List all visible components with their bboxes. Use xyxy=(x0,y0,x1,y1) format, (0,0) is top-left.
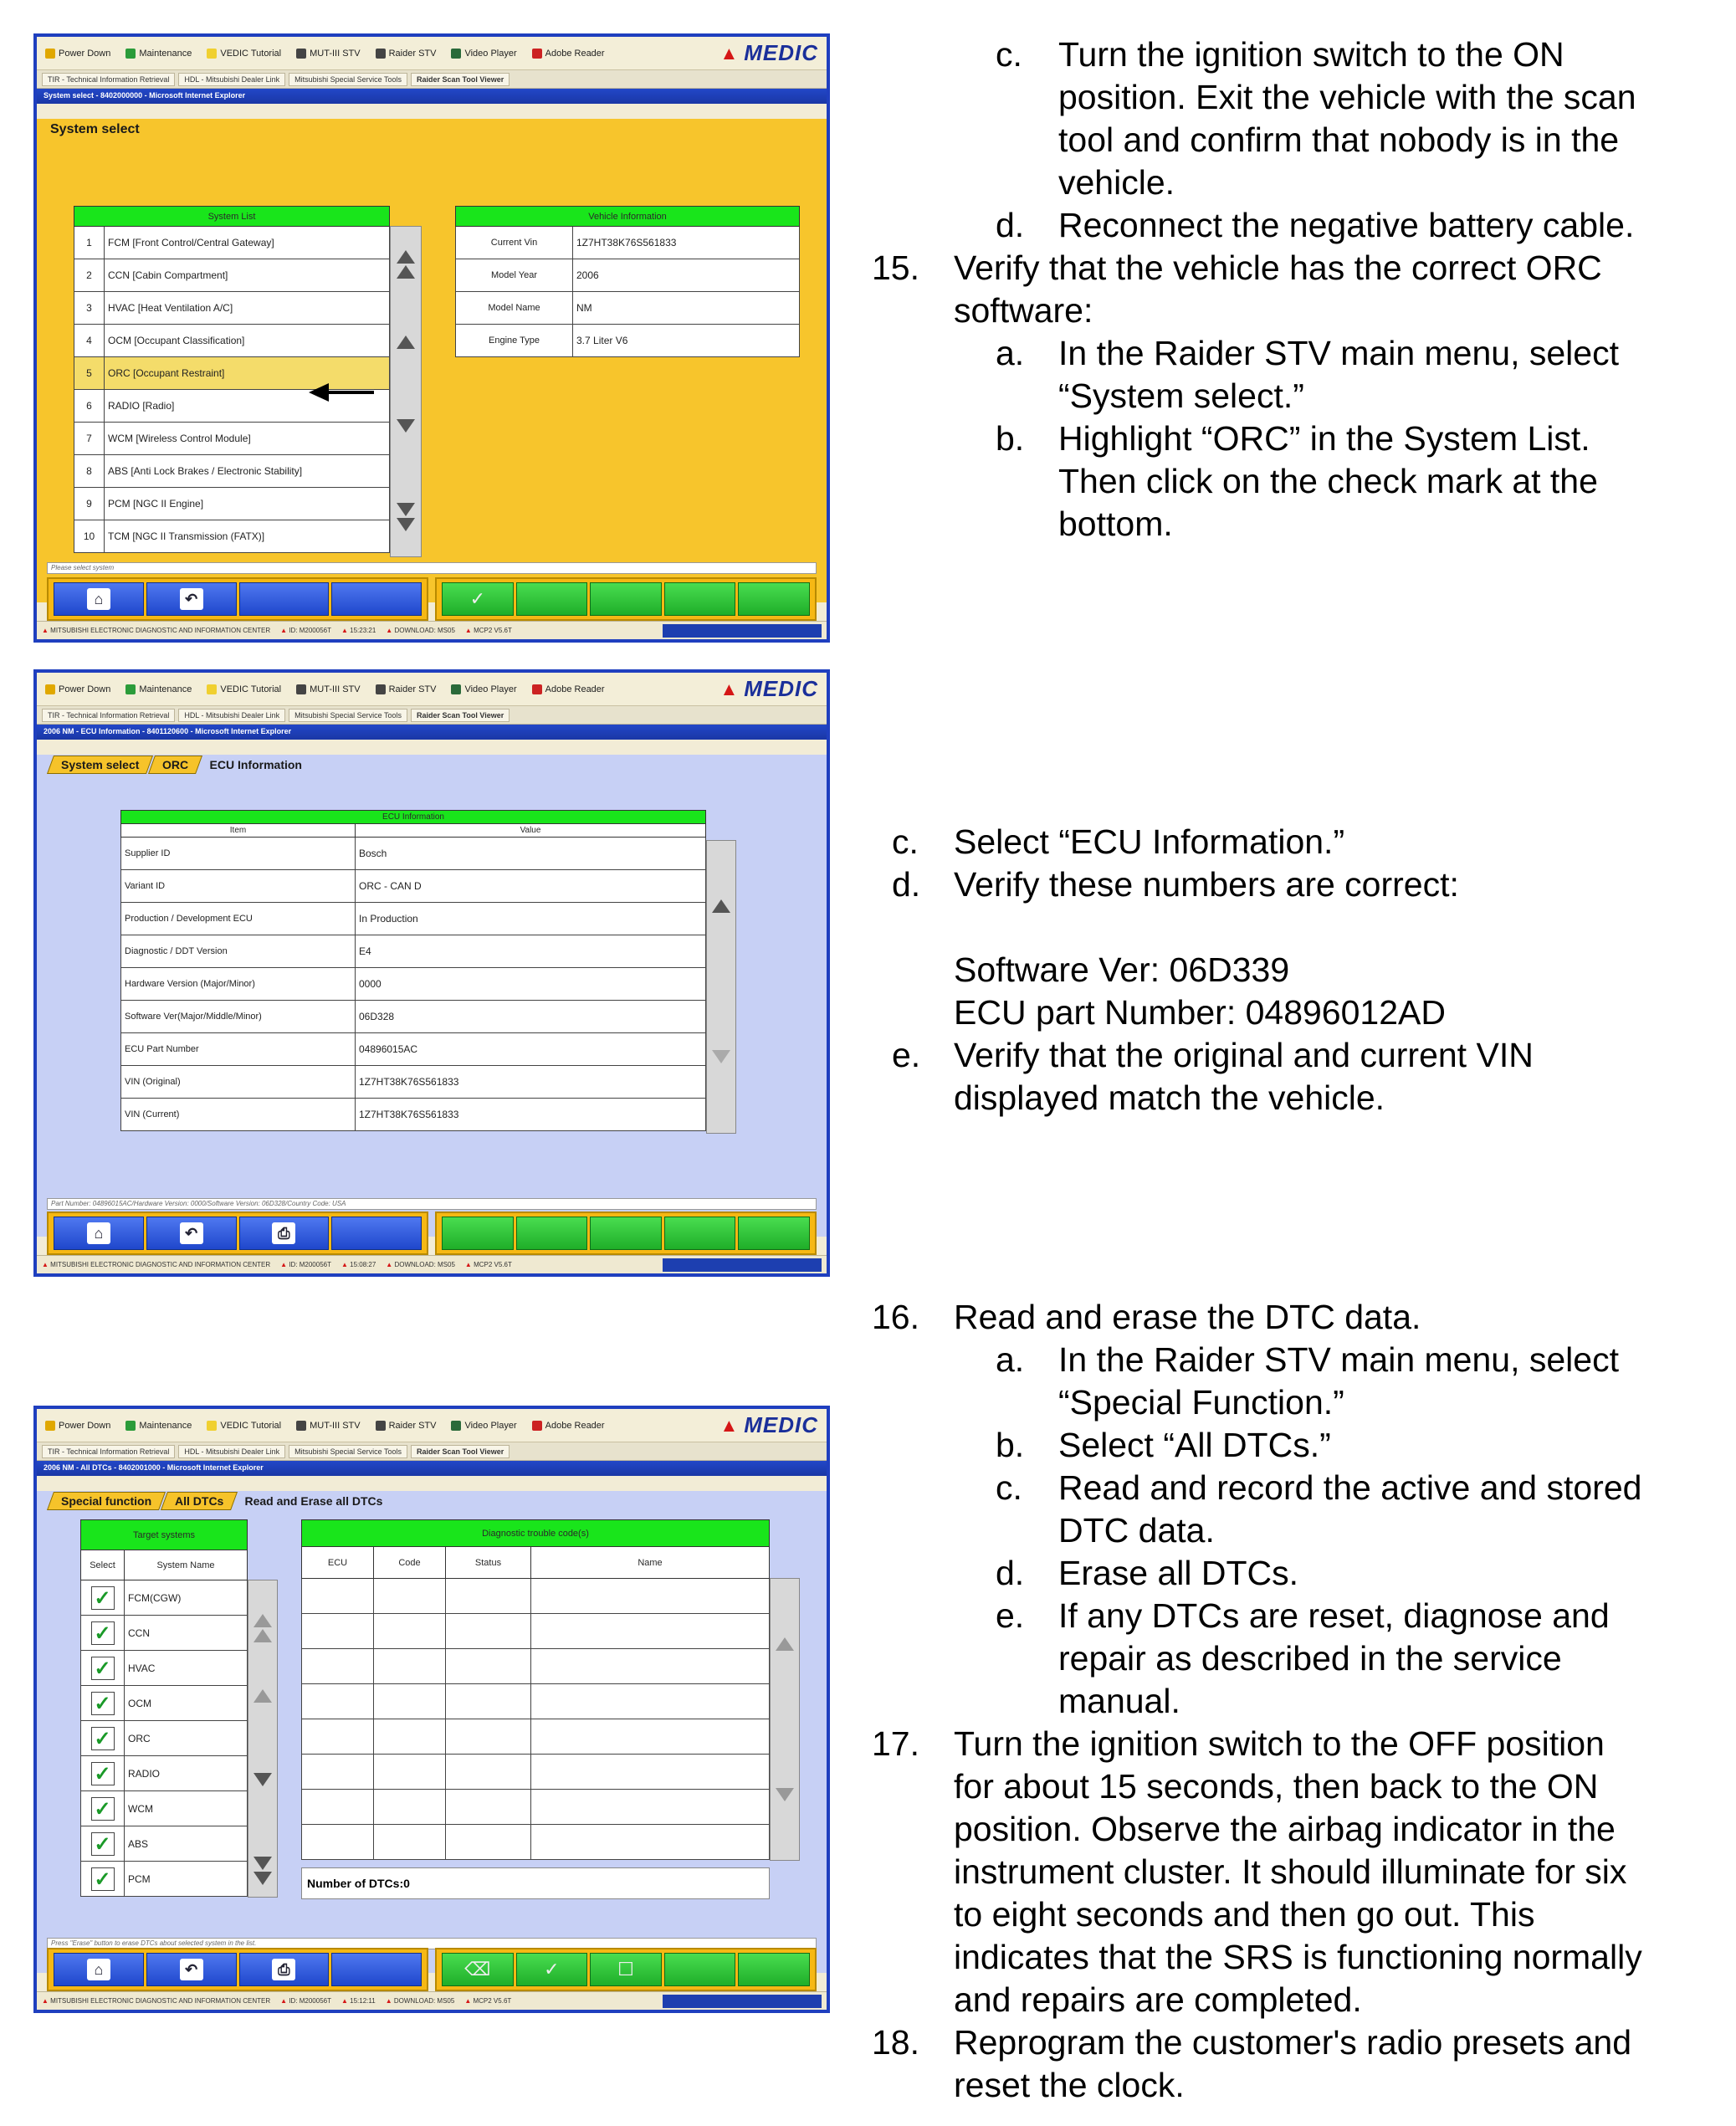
ecu-row: Production / Development ECU In Production xyxy=(121,903,706,935)
step-15a-line: “System select.” xyxy=(1058,377,1304,415)
pdf-icon xyxy=(532,49,542,59)
step-14d-line: Reconnect the negative battery cable. xyxy=(1058,206,1635,244)
blank-button[interactable] xyxy=(738,1217,810,1250)
system-row-selected[interactable]: 5 ORC [Occupant Restraint] xyxy=(74,357,390,390)
step-18-line: reset the clock. xyxy=(954,2066,1185,2104)
home-button[interactable] xyxy=(54,582,144,616)
status-download: ▲ DOWNLOAD: MS05 xyxy=(386,1261,455,1268)
scroll-up-icon[interactable] xyxy=(253,1689,272,1703)
select-all-button[interactable] xyxy=(516,1953,588,1986)
scan-tool-icon xyxy=(296,1421,306,1431)
step-marker: d. xyxy=(996,206,1025,244)
crumb-orc[interactable]: ORC xyxy=(148,756,202,774)
back-button[interactable] xyxy=(146,1217,237,1250)
home-button[interactable] xyxy=(54,1217,144,1250)
status-bar xyxy=(37,621,827,639)
toolbar-vedic-tutorial[interactable]: VEDIC Tutorial xyxy=(207,1421,281,1431)
step-17-line: Turn the ignition switch to the OFF position xyxy=(954,1724,1605,1763)
scroll-bottom-icon[interactable] xyxy=(397,503,415,516)
select-checkbox[interactable]: ✓ xyxy=(91,1727,115,1750)
wrench-icon xyxy=(125,684,136,694)
dtc-count: Number of DTCs:0 xyxy=(301,1867,770,1899)
target-systems-header: Target systems xyxy=(81,1520,248,1550)
medic-logo: ▲ MEDIC xyxy=(719,676,818,701)
pointer-arrow-icon xyxy=(309,380,376,405)
blank-button[interactable] xyxy=(331,1217,422,1250)
ecu-part-number-target: ECU part Number: 04896012AD xyxy=(954,993,1446,1032)
step-14c-line: tool and confirm that nobody is in the xyxy=(1058,120,1620,159)
step-marker: c. xyxy=(996,1468,1022,1507)
select-checkbox[interactable]: ✓ xyxy=(91,1762,115,1785)
scan-tool-icon xyxy=(296,49,306,59)
mitsubishi-logo-icon: ▲ xyxy=(719,42,740,64)
task-raider-viewer[interactable]: Raider Scan Tool Viewer xyxy=(411,709,510,722)
select-checkbox[interactable]: ✓ xyxy=(91,1657,115,1680)
target-row[interactable]: ✓ OCM xyxy=(81,1686,248,1721)
status-time: ▲ 15:08:27 xyxy=(341,1261,376,1268)
erase-button[interactable] xyxy=(442,1953,514,1986)
step-15-line: software: xyxy=(954,291,1093,330)
vehicle-info-header: Vehicle Information xyxy=(456,207,800,227)
ecu-info-header: ECU Information xyxy=(121,811,706,824)
home-icon: ⌂ xyxy=(87,588,110,610)
select-checkbox[interactable]: ✓ xyxy=(91,1621,115,1645)
status-time: ▲ 15:23:21 xyxy=(341,627,376,634)
hint-bar: Press "Erase" button to erase DTCs about selected system in the list. xyxy=(47,1938,817,1949)
system-row[interactable]: 7 WCM [Wireless Control Module] xyxy=(74,423,390,455)
select-checkbox[interactable]: ✓ xyxy=(91,1797,115,1821)
window-title: 2006 NM - All DTCs - 8402001000 - Microsoft Internet Explorer xyxy=(37,1461,827,1476)
medic-toolbar xyxy=(37,37,827,70)
toolbar-mut-iii-stv[interactable]: MUT-III STV xyxy=(296,1421,361,1431)
status-bar xyxy=(37,1255,827,1273)
scroll-top-icon[interactable] xyxy=(397,265,415,279)
toolbar-maintenance[interactable]: Maintenance xyxy=(125,1421,192,1431)
step-marker: a. xyxy=(996,334,1025,372)
step-15b-line: Highlight “ORC” in the System List. xyxy=(1058,419,1590,458)
crumb-all-dtcs[interactable]: All DTCs xyxy=(161,1492,238,1510)
status-center: ▲ MITSUBISHI ELECTRONIC DIAGNOSTIC AND INFORMATION CENTER xyxy=(42,627,271,634)
system-row[interactable]: 1 FCM [Front Control/Central Gateway] xyxy=(74,227,390,259)
toolbar-mut-iii-stv[interactable]: MUT-III STV xyxy=(296,49,361,59)
ecu-scrollbar[interactable] xyxy=(706,840,736,1134)
status-download: ▲ DOWNLOAD: MS05 xyxy=(386,627,455,634)
home-button[interactable] xyxy=(54,1953,144,1986)
scroll-top-icon[interactable] xyxy=(253,1629,272,1642)
back-button[interactable] xyxy=(146,582,237,616)
check-mark-icon: ✓ xyxy=(544,1959,560,1980)
toolbar-adobe-reader[interactable]: Adobe Reader xyxy=(532,1421,605,1431)
step-15-line: Verify that the vehicle has the correct ORC xyxy=(954,248,1602,287)
target-row[interactable]: ✓ HVAC xyxy=(81,1651,248,1686)
status-mcp: ▲ MCP2 V5.6T xyxy=(464,1997,512,2005)
step-16-line: Read and erase the DTC data. xyxy=(954,1298,1421,1336)
bulb-icon xyxy=(207,684,217,694)
toolbar-adobe-reader[interactable]: Adobe Reader xyxy=(532,49,605,59)
blank-button[interactable] xyxy=(664,582,736,616)
target-row[interactable]: ✓ ABS xyxy=(81,1826,248,1862)
home-icon: ⌂ xyxy=(87,1959,110,1980)
toolbar-adobe-reader[interactable]: Adobe Reader xyxy=(532,684,605,694)
step-marker: e. xyxy=(892,1036,921,1074)
task-raider-viewer[interactable]: Raider Scan Tool Viewer xyxy=(411,1445,510,1458)
step-18-line: Reprogram the customer's radio presets and xyxy=(954,2023,1631,2062)
status-id: ▲ ID: M200056T xyxy=(280,1997,331,2005)
dtc-header: Diagnostic trouble code(s) xyxy=(302,1520,770,1547)
blank-button[interactable] xyxy=(239,582,330,616)
status-mcp: ▲ MCP2 V5.6T xyxy=(464,627,512,634)
medic-logo: ▲ MEDIC xyxy=(719,1412,818,1437)
bulb-icon xyxy=(207,49,217,59)
system-tray xyxy=(663,624,822,638)
eraser-icon: ⌫ xyxy=(464,1959,491,1980)
toolbar-video-player[interactable]: Video Player xyxy=(451,1421,516,1431)
button-bar xyxy=(47,1948,817,1991)
task-special-tools[interactable]: Mitsubishi Special Service Tools xyxy=(289,709,407,722)
ecu-row: Variant ID ORC - CAN D xyxy=(121,870,706,903)
scroll-up-icon[interactable] xyxy=(397,336,415,349)
button-bar xyxy=(47,577,817,621)
medic-logo: ▲ MEDIC xyxy=(719,40,818,65)
scroll-down-icon[interactable] xyxy=(712,1050,730,1063)
scroll-down-icon[interactable] xyxy=(253,1773,272,1786)
power-icon xyxy=(45,1421,55,1431)
bulb-icon xyxy=(207,1421,217,1431)
breadcrumb xyxy=(37,1491,827,1511)
step-16e-line: repair as described in the service xyxy=(1058,1639,1562,1678)
toolbar-maintenance[interactable]: Maintenance xyxy=(125,49,192,59)
toolbar-power-down[interactable]: Power Down xyxy=(45,1421,110,1431)
mitsubishi-logo-icon: ▲ xyxy=(719,678,740,699)
blank-button[interactable] xyxy=(331,582,422,616)
step-17-line: to eight seconds and then go out. This xyxy=(954,1895,1535,1934)
screenshot-ecu-information xyxy=(33,669,830,1277)
print-button[interactable] xyxy=(239,1217,330,1250)
wrench-icon xyxy=(125,1421,136,1431)
toolbar-vedic-tutorial[interactable]: VEDIC Tutorial xyxy=(207,49,281,59)
task-tir[interactable]: TIR - Technical Information Retrieval xyxy=(42,1445,175,1458)
ecu-row: VIN (Original) 1Z7HT38K76S561833 xyxy=(121,1066,706,1099)
confirm-button[interactable] xyxy=(442,582,514,616)
task-special-tools[interactable]: Mitsubishi Special Service Tools xyxy=(289,1445,407,1458)
ecu-row: Supplier ID Bosch xyxy=(121,838,706,870)
blank-button[interactable] xyxy=(516,1217,588,1250)
empty-checkbox-icon: ☐ xyxy=(617,1959,634,1980)
system-tray xyxy=(663,1995,822,2008)
system-row[interactable]: 3 HVAC [Heat Ventilation A/C] xyxy=(74,292,390,325)
step-16b-line: Select “All DTCs.” xyxy=(1058,1426,1331,1464)
power-icon xyxy=(45,49,55,59)
step-16d-line: Erase all DTCs. xyxy=(1058,1554,1299,1592)
task-tir[interactable]: TIR - Technical Information Retrieval xyxy=(42,73,175,86)
system-list-header: System List xyxy=(74,207,390,227)
scan-tool-icon xyxy=(296,684,306,694)
home-icon: ⌂ xyxy=(87,1222,110,1244)
step-marker: b. xyxy=(996,419,1025,458)
status-bar xyxy=(37,1991,827,2010)
software-version-target: Software Ver: 06D339 xyxy=(954,950,1290,989)
status-center: ▲ MITSUBISHI ELECTRONIC DIAGNOSTIC AND INFORMATION CENTER xyxy=(42,1261,271,1268)
target-row[interactable]: ✓ RADIO xyxy=(81,1756,248,1791)
step-14c-line: Turn the ignition switch to the ON xyxy=(1058,35,1564,74)
system-row[interactable]: 9 PCM [NGC II Engine] xyxy=(74,488,390,520)
step-15e-line: displayed match the vehicle. xyxy=(954,1078,1385,1117)
step-14c-line: position. Exit the vehicle with the scan xyxy=(1058,78,1636,116)
system-row[interactable]: 10 TCM [NGC II Transmission (FATX)] xyxy=(74,520,390,553)
step-16a-line: “Special Function.” xyxy=(1058,1383,1344,1422)
task-tabs xyxy=(37,706,827,725)
step-15c-line: Select “ECU Information.” xyxy=(954,822,1345,861)
target-row[interactable]: ✓ FCM(CGW) xyxy=(81,1580,248,1616)
step-marker: d. xyxy=(996,1554,1025,1592)
blank-button[interactable] xyxy=(664,1217,736,1250)
nav-button-group xyxy=(47,577,428,621)
ecu-row: Hardware Version (Major/Minor) 0000 xyxy=(121,968,706,1001)
dtc-row[interactable] xyxy=(302,1825,770,1860)
status-mcp: ▲ MCP2 V5.6T xyxy=(464,1261,512,1268)
breadcrumb xyxy=(37,755,827,775)
dtc-row[interactable] xyxy=(302,1790,770,1825)
dtc-scrollbar[interactable] xyxy=(770,1578,800,1861)
system-row[interactable]: 6 RADIO [Radio] xyxy=(74,390,390,423)
status-download: ▲ DOWNLOAD: MS05 xyxy=(385,1997,455,2005)
page-title: System select xyxy=(50,122,140,136)
system-select-panel xyxy=(37,119,827,602)
target-scrollbar[interactable] xyxy=(248,1580,278,1898)
step-15d-line: Verify these numbers are correct: xyxy=(954,865,1459,904)
task-raider-viewer[interactable]: Raider Scan Tool Viewer xyxy=(411,73,510,86)
target-row[interactable]: ✓ CCN xyxy=(81,1616,248,1651)
hint-bar: Please select system xyxy=(47,562,817,574)
pdf-icon xyxy=(532,1421,542,1431)
step-15b-line: bottom. xyxy=(1058,505,1173,543)
step-17-line: instrument cluster. It should illuminate for six xyxy=(954,1852,1627,1891)
back-icon: ↶ xyxy=(180,1959,203,1980)
step-marker: 15. xyxy=(872,248,919,287)
step-marker: 17. xyxy=(872,1724,919,1763)
screenshot-system-select xyxy=(33,33,830,643)
system-tray xyxy=(663,1258,822,1272)
crumb-special-function[interactable]: Special function xyxy=(47,1492,166,1510)
check-mark-icon: ✓ xyxy=(469,588,486,609)
medic-toolbar xyxy=(37,1409,827,1442)
back-icon: ↶ xyxy=(180,588,203,610)
step-16c-line: DTC data. xyxy=(1058,1511,1215,1550)
step-marker: a. xyxy=(996,1340,1025,1379)
status-time: ▲ 15:12:11 xyxy=(341,1997,376,2005)
scroll-top-icon[interactable] xyxy=(253,1614,272,1627)
step-marker: c. xyxy=(996,35,1022,74)
ecu-info-table: ECU Information Item Value Supplier ID Bosch Variant ID ORC - CAN D Production / Development ECU In Production Diagnostic / DDT Version E4 Hardware Version (Major/Minor) 0000 Software Ver(Major/Middle/Minor) 06D328 ECU Part Number 04896015AC VIN (Original) 1Z7HT38K76S561833 VIN (Current) 1Z7HT38K76S561833 xyxy=(120,810,706,1131)
task-hdl[interactable]: HDL - Mitsubishi Dealer Link xyxy=(178,1445,285,1458)
deselect-all-button[interactable] xyxy=(590,1953,662,1986)
toolbar-maintenance[interactable]: Maintenance xyxy=(125,684,192,694)
ecu-row: ECU Part Number 04896015AC xyxy=(121,1033,706,1066)
select-checkbox[interactable]: ✓ xyxy=(91,1586,115,1610)
dtc-row[interactable] xyxy=(302,1649,770,1684)
toolbar-video-player[interactable]: Video Player xyxy=(451,49,516,59)
ecu-row: Diagnostic / DDT Version E4 xyxy=(121,935,706,968)
step-15e-line: Verify that the original and current VIN xyxy=(954,1036,1534,1074)
blank-button[interactable] xyxy=(590,1217,662,1250)
blank-button[interactable] xyxy=(738,582,810,616)
hint-bar: Part Number: 04896015AC/Hardware Version: 0000/Software Version: 06D328/Country Code: USA xyxy=(47,1198,817,1210)
task-special-tools[interactable]: Mitsubishi Special Service Tools xyxy=(289,73,407,86)
task-tabs xyxy=(37,1442,827,1461)
window-title: 2006 NM - ECU Information - 8401120600 - Microsoft Internet Explorer xyxy=(37,725,827,740)
dtc-table: Diagnostic trouble code(s) ECU Code Status Name xyxy=(301,1519,770,1860)
action-button-group xyxy=(435,1948,817,1991)
step-17-line: position. Observe the airbag indicator in the xyxy=(954,1810,1616,1848)
toolbar-mut-iii-stv[interactable]: MUT-III STV xyxy=(296,684,361,694)
screenshot-read-erase-dtcs xyxy=(33,1406,830,2013)
toolbar-power-down[interactable]: Power Down xyxy=(45,684,110,694)
target-row[interactable]: ✓ ORC xyxy=(81,1721,248,1756)
scan-tool-icon xyxy=(376,1421,386,1431)
step-17-line: and repairs are completed. xyxy=(954,1980,1362,2019)
vehicle-info-table: Vehicle Information Current Vin 1Z7HT38K76S561833 Model Year 2006 Model Name NM Engine Type 3.7 Liter V6 xyxy=(455,206,800,357)
system-row[interactable]: 4 OCM [Occupant Classification] xyxy=(74,325,390,357)
toolbar-vedic-tutorial[interactable]: VEDIC Tutorial xyxy=(207,684,281,694)
power-icon xyxy=(45,684,55,694)
crumb-system-select[interactable]: System select xyxy=(47,756,153,774)
step-16e-line: If any DTCs are reset, diagnose and xyxy=(1058,1596,1610,1635)
step-17-line: indicates that the SRS is functioning normally xyxy=(954,1938,1642,1976)
task-tabs xyxy=(37,70,827,89)
dtc-row[interactable] xyxy=(302,1684,770,1719)
ecu-row: VIN (Current) 1Z7HT38K76S561833 xyxy=(121,1099,706,1131)
status-center: ▲ MITSUBISHI ELECTRONIC DIAGNOSTIC AND INFORMATION CENTER xyxy=(42,1997,271,2005)
dtc-row[interactable] xyxy=(302,1719,770,1755)
scroll-bottom-icon[interactable] xyxy=(397,518,415,531)
select-checkbox[interactable]: ✓ xyxy=(91,1867,115,1891)
scroll-top-icon[interactable] xyxy=(397,250,415,264)
blank-button[interactable] xyxy=(331,1953,422,1986)
action-button-group xyxy=(435,577,817,621)
crumb-ecu-information: ECU Information xyxy=(209,758,302,771)
dtc-row[interactable] xyxy=(302,1614,770,1649)
back-icon: ↶ xyxy=(180,1222,203,1244)
select-checkbox[interactable]: ✓ xyxy=(91,1832,115,1856)
printer-icon: ⎙ xyxy=(272,1959,295,1980)
task-tir[interactable]: TIR - Technical Information Retrieval xyxy=(42,709,175,722)
toolbar-raider-stv[interactable]: Raider STV xyxy=(376,1421,437,1431)
step-marker: 18. xyxy=(872,2023,919,2062)
video-icon xyxy=(451,49,461,59)
blank-button[interactable] xyxy=(442,1217,514,1250)
video-icon xyxy=(451,684,461,694)
scroll-down-icon[interactable] xyxy=(776,1788,794,1801)
toolbar-video-player[interactable]: Video Player xyxy=(451,684,516,694)
scan-tool-icon xyxy=(376,684,386,694)
status-id: ▲ ID: M200056T xyxy=(280,1261,331,1268)
step-15a-line: In the Raider STV main menu, select xyxy=(1058,334,1619,372)
step-marker: d. xyxy=(892,865,921,904)
scroll-down-icon[interactable] xyxy=(397,419,415,433)
blank-button[interactable] xyxy=(664,1953,736,1986)
back-button[interactable] xyxy=(146,1953,237,1986)
system-row[interactable]: 8 ABS [Anti Lock Brakes / Electronic Stability] xyxy=(74,455,390,488)
window-title: System select - 8402000000 - Microsoft Internet Explorer xyxy=(37,89,827,104)
system-row[interactable]: 2 CCN [Cabin Compartment] xyxy=(74,259,390,292)
system-list-scrollbar[interactable] xyxy=(390,226,422,557)
blank-button[interactable] xyxy=(738,1953,810,1986)
dtc-row[interactable] xyxy=(302,1755,770,1790)
step-marker: 16. xyxy=(872,1298,919,1336)
blank-button[interactable] xyxy=(516,582,588,616)
toolbar-power-down[interactable]: Power Down xyxy=(45,49,110,59)
toolbar-raider-stv[interactable]: Raider STV xyxy=(376,49,437,59)
nav-button-group xyxy=(47,1948,428,1991)
scan-tool-icon xyxy=(376,49,386,59)
step-16a-line: In the Raider STV main menu, select xyxy=(1058,1340,1619,1379)
ecu-row: Software Ver(Major/Middle/Minor) 06D328 xyxy=(121,1001,706,1033)
target-systems-table: Target systems Select System Name ✓ FCM(CGW) ✓ CCN ✓ HVAC ✓ OCM ✓ ORC ✓ RADIO ✓ WCM ✓ ABS ✓ PCM xyxy=(80,1519,248,1897)
task-hdl[interactable]: HDL - Mitsubishi Dealer Link xyxy=(178,709,285,722)
scroll-up-icon[interactable] xyxy=(712,899,730,913)
step-16e-line: manual. xyxy=(1058,1682,1180,1720)
scroll-bottom-icon[interactable] xyxy=(253,1857,272,1870)
blank-button[interactable] xyxy=(590,582,662,616)
scroll-bottom-icon[interactable] xyxy=(253,1872,272,1885)
target-row[interactable]: ✓ PCM xyxy=(81,1862,248,1897)
task-hdl[interactable]: HDL - Mitsubishi Dealer Link xyxy=(178,73,285,86)
step-marker: e. xyxy=(996,1596,1025,1635)
print-button[interactable] xyxy=(239,1953,330,1986)
select-checkbox[interactable]: ✓ xyxy=(91,1692,115,1715)
pdf-icon xyxy=(532,684,542,694)
step-17-line: for about 15 seconds, then back to the ON xyxy=(954,1767,1599,1806)
step-marker: b. xyxy=(996,1426,1025,1464)
dtc-row[interactable] xyxy=(302,1579,770,1614)
toolbar-raider-stv[interactable]: Raider STV xyxy=(376,684,437,694)
scroll-up-icon[interactable] xyxy=(776,1637,794,1651)
nav-button-group xyxy=(47,1212,428,1255)
step-16c-line: Read and record the active and stored xyxy=(1058,1468,1642,1507)
mitsubishi-logo-icon: ▲ xyxy=(719,1414,740,1436)
medic-toolbar xyxy=(37,673,827,706)
step-15b-line: Then click on the check mark at the xyxy=(1058,462,1598,500)
step-14c-line: vehicle. xyxy=(1058,163,1175,202)
status-id: ▲ ID: M200056T xyxy=(280,627,331,634)
action-button-group xyxy=(435,1212,817,1255)
crumb-read-erase: Read and Erase all DTCs xyxy=(244,1494,383,1508)
printer-icon: ⎙ xyxy=(272,1222,295,1244)
button-bar xyxy=(47,1212,817,1255)
dtc-panel xyxy=(37,1491,827,1973)
target-row[interactable]: ✓ WCM xyxy=(81,1791,248,1826)
step-marker: c. xyxy=(892,822,919,861)
video-icon xyxy=(451,1421,461,1431)
wrench-icon xyxy=(125,49,136,59)
ecu-info-panel xyxy=(37,755,827,1237)
